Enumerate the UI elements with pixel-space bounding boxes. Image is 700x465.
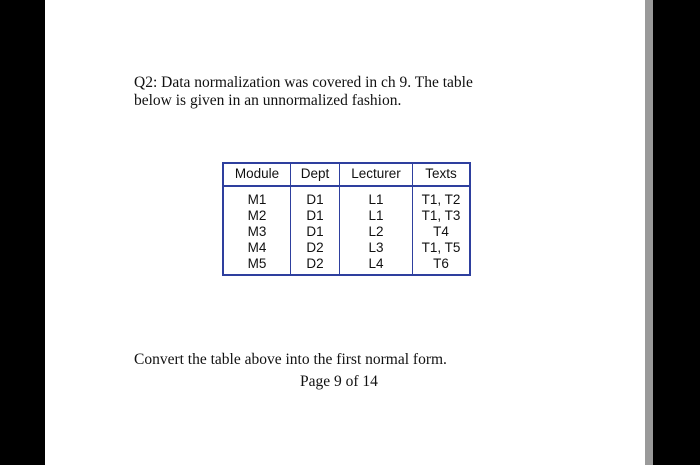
cell-dept: D1 (291, 224, 340, 240)
cell-module: M3 (223, 224, 291, 240)
question-line-2: below is given in an unnormalized fashion. (134, 92, 402, 109)
unnormalized-table (222, 162, 471, 276)
cell-texts: T1, T3 (413, 208, 471, 224)
cell-texts: T1, T2 (413, 186, 471, 208)
cell-dept: D1 (291, 186, 340, 208)
table-row (223, 240, 470, 256)
question-text (134, 74, 594, 110)
table-header-row (223, 163, 470, 186)
cell-lecturer: L1 (340, 186, 413, 208)
document-page (45, 0, 645, 465)
table-row (223, 208, 470, 224)
table-row (223, 186, 470, 208)
cell-texts: T6 (413, 256, 471, 275)
header-lecturer: Lecturer (340, 163, 413, 186)
instruction-text: Convert the table above into the first normal form. (134, 351, 447, 368)
cell-texts: T4 (413, 224, 471, 240)
cell-module: M5 (223, 256, 291, 275)
cell-dept: D2 (291, 240, 340, 256)
cell-module: M1 (223, 186, 291, 208)
cell-lecturer: L1 (340, 208, 413, 224)
cell-dept: D1 (291, 208, 340, 224)
header-texts: Texts (413, 163, 471, 186)
cell-lecturer: L4 (340, 256, 413, 275)
cell-lecturer: L3 (340, 240, 413, 256)
cell-module: M2 (223, 208, 291, 224)
table-row (223, 256, 470, 275)
cell-module: M4 (223, 240, 291, 256)
cell-lecturer: L2 (340, 224, 413, 240)
table-row (223, 224, 470, 240)
cell-dept: D2 (291, 256, 340, 275)
page-edge-divider (645, 0, 653, 465)
page-number: Page 9 of 14 (300, 373, 378, 390)
question-line-1: Q2: Data normalization was covered in ch 9. The table (134, 74, 473, 91)
header-dept: Dept (291, 163, 340, 186)
cell-texts: T1, T5 (413, 240, 471, 256)
header-module: Module (223, 163, 291, 186)
